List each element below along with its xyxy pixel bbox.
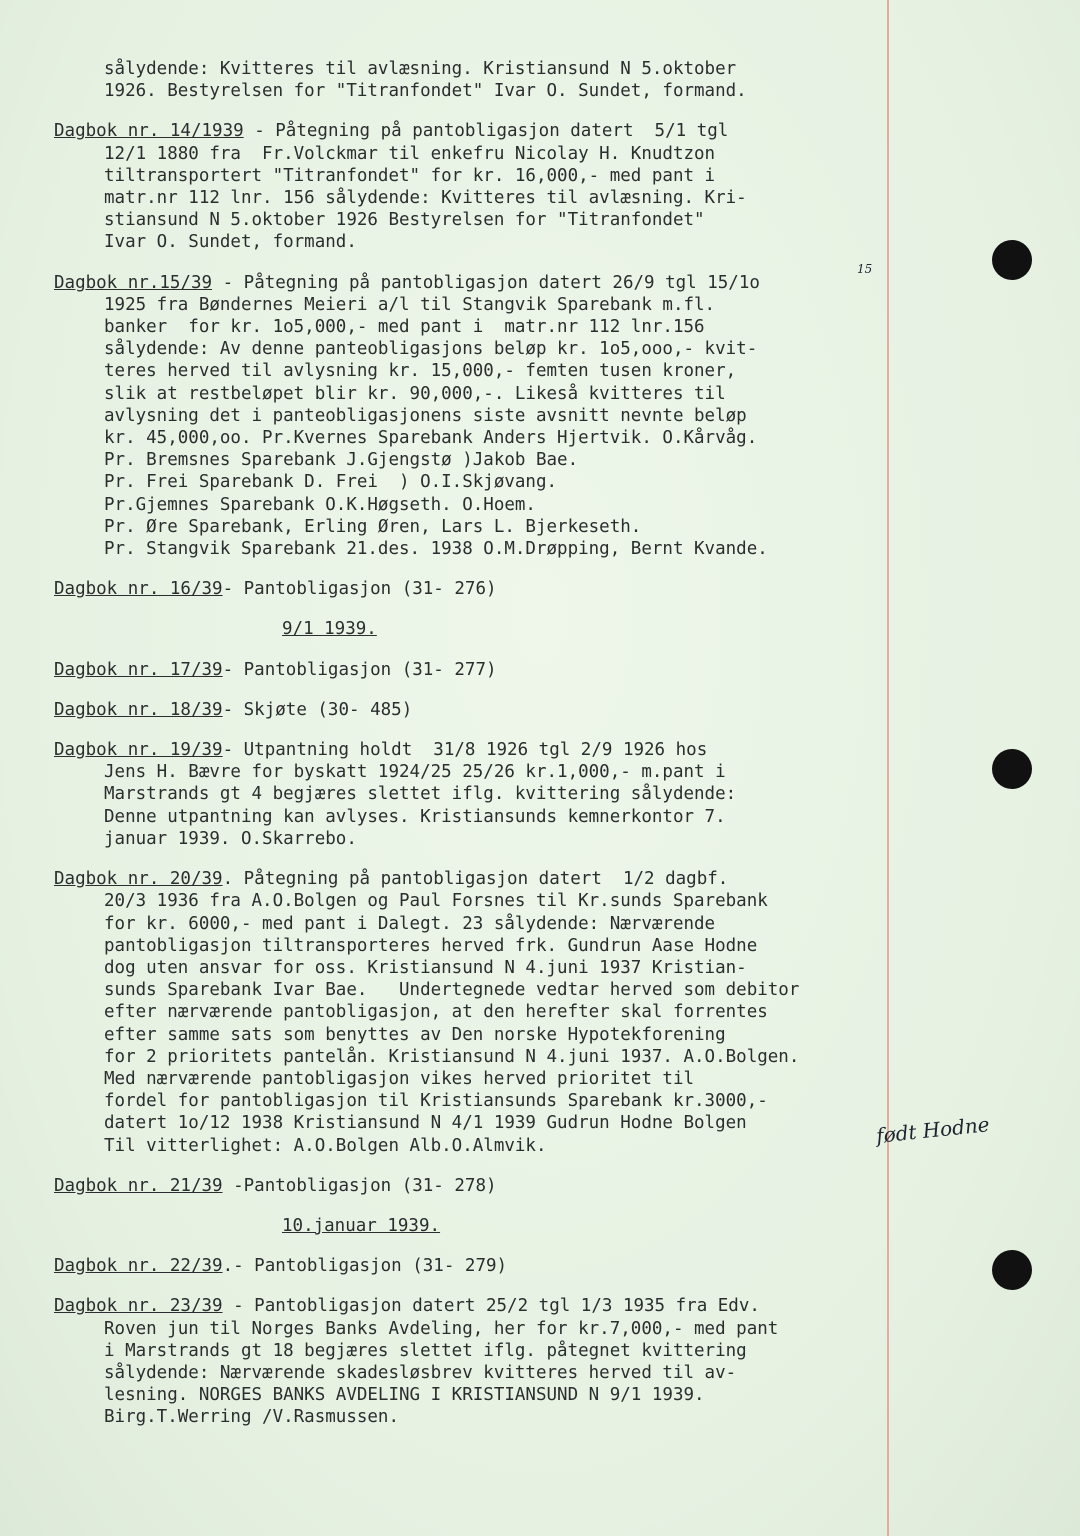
handwritten-superscript: 15 [857, 262, 873, 276]
entry-first-line [54, 739, 1064, 761]
text-line: Jens H. Bævre for byskatt 1924/25 25/26 kr.1,000,- m.pant i [104, 762, 726, 783]
entry-first-line [54, 868, 1064, 890]
entry-continuation [54, 58, 1064, 102]
entry-heading: Dagbok nr. 22/39 [54, 1256, 223, 1277]
entry-text: .- Pantobligasjon (31- 279) [222, 1256, 508, 1277]
text-line: banker for kr. 1o5,000,- med pant i matr.nr 112 lnr.156 [104, 317, 705, 338]
text-line: pantobligasjon tiltransporteres herved frk. Gundrun Aase Hodne [104, 935, 758, 956]
entry-text: - Pantobligasjon (31- 276) [222, 579, 497, 600]
text-line: Til vitterlighet: A.O.Bolgen Alb.O.Almvik. [104, 1135, 547, 1156]
entry-first-line [54, 272, 1064, 294]
entry-heading: Dagbok nr. 16/39 [54, 579, 223, 600]
text-line: sunds Sparebank Ivar Bae. Undertegnede vedtar herved som debitor [104, 980, 800, 1001]
date-heading [54, 618, 1064, 640]
text-line: Marstrands gt 4 begjæres slettet iflg. kvittering sålydende: [104, 784, 737, 805]
text-line: Denne utpantning kan avlyses. Kristiansunds kemnerkontor 7. [104, 806, 726, 827]
text-line: matr.nr 112 lnr. 156 sålydende: Kvitteres til avlæsning. Kri- [104, 188, 747, 209]
text-line: Pr. Bremsnes Sparebank J.Gjengstø )Jakob Bae. [104, 450, 579, 471]
entry-body [54, 294, 1064, 560]
entry-heading: Dagbok nr. 20/39 [54, 869, 223, 890]
entry-body [54, 143, 1064, 254]
entry-20 [54, 868, 1064, 1157]
entry-text: - Påtegning på pantobligasjon datert 5/1 tgl [243, 121, 729, 142]
entry-19 [54, 739, 1064, 850]
entry-text: - Pantobligasjon datert 25/2 tgl 1/3 1935 fra Edv. [222, 1296, 760, 1317]
entry-text: -Pantobligasjon (31- 278) [222, 1175, 497, 1196]
text-line: datert 1o/12 1938 Kristiansund N 4/1 1939 Gudrun Hodne Bolgen [104, 1113, 747, 1134]
text-line: dog uten ansvar for oss. Kristiansund N 4.juni 1937 Kristian- [104, 957, 747, 978]
entry-heading: Dagbok nr. 14/1939 [54, 121, 244, 142]
entry-text: . Påtegning på pantobligasjon datert 1/2 dagbf. [222, 869, 729, 890]
entry-body [54, 1318, 1064, 1429]
entry-18 [54, 699, 1064, 721]
text-line: 12/1 1880 fra Fr.Volckmar til enkefru Nicolay H. Knudtzon [104, 143, 716, 164]
text-line: stiansund N 5.oktober 1926 Bestyrelsen for "Titranfondet" [104, 210, 705, 231]
text-line: 1925 fra Bøndernes Meieri a/l til Stangvik Sparebank m.fl. [104, 294, 716, 315]
entry-14 [54, 120, 1064, 253]
text-line: Pr. Øre Sparebank, Erling Øren, Lars L. Bjerkeseth. [104, 516, 642, 537]
date-heading [54, 1215, 1064, 1237]
text-line: fordel for pantobligasjon til Kristiansunds Sparebank kr.3000,- [104, 1091, 768, 1112]
entry-first-line [54, 1295, 1064, 1317]
entry-17 [54, 659, 1064, 681]
text-line: efter samme sats som benyttes av Den norske Hypotekforening [104, 1024, 726, 1045]
text-line: Pr.Gjemnes Sparebank O.K.Høgseth. O.Hoem. [104, 494, 536, 515]
handwritten-signature: født Hodne [875, 1112, 991, 1148]
text-line: Birg.T.Werring /V.Rasmussen. [104, 1407, 400, 1428]
date-text: 10.januar 1939. [282, 1215, 441, 1236]
text-line: Ivar O. Sundet, formand. [104, 232, 357, 253]
entry-16 [54, 578, 1064, 600]
entry-text: - Påtegning på pantobligasjon datert 26/9 tgl 15/1o [212, 272, 760, 293]
entry-first-line [54, 120, 1064, 142]
entry-22 [54, 1255, 1064, 1277]
entry-first-line [54, 699, 1064, 721]
entry-first-line [54, 659, 1064, 681]
text-line: Pr. Frei Sparebank D. Frei ) O.I.Skjøvang. [104, 472, 558, 493]
text-line: sålydende: Nærværende skadesløsbrev kvitteres herved til av- [104, 1362, 737, 1383]
text-line: januar 1939. O.Skarrebo. [104, 828, 357, 849]
text-line: tiltransportert "Titranfondet" for kr. 16,000,- med pant i [104, 165, 716, 186]
text-line: efter nærværende pantobligasjon, at den herefter skal forrentes [104, 1002, 768, 1023]
text-line: 20/3 1936 fra A.O.Bolgen og Paul Forsnes til Kr.sunds Sparebank [104, 891, 768, 912]
entry-heading: Dagbok nr. 18/39 [54, 699, 223, 720]
text-line: for kr. 6000,- med pant i Dalegt. 23 sålydende: Nærværende [104, 913, 716, 934]
text-line: avlysning det i panteobligasjonens siste avsnitt nevnte beløp [104, 405, 747, 426]
text-line: i Marstrands gt 18 begjæres slettet iflg. påtegnet kvittering [104, 1340, 747, 1361]
entry-23 [54, 1295, 1064, 1428]
entry-first-line [54, 1175, 1064, 1197]
document-text [54, 58, 1064, 1447]
text-line: Med nærværende pantobligasjon vikes herved prioritet til [104, 1068, 695, 1089]
entry-heading: Dagbok nr. 17/39 [54, 659, 223, 680]
text-line: slik at restbeløpet blir kr. 90,000,-. Likeså kvitteres til [104, 383, 726, 404]
entry-text: - Skjøte (30- 485) [222, 699, 413, 720]
text-line: lesning. NORGES BANKS AVDELING I KRISTIANSUND N 9/1 1939. [104, 1385, 705, 1406]
entry-body [54, 761, 1064, 850]
entry-text: - Pantobligasjon (31- 277) [222, 659, 497, 680]
text-line: for 2 prioritets pantelån. Kristiansund N 4.juni 1937. A.O.Bolgen. [104, 1046, 800, 1067]
entry-body [54, 890, 1064, 1156]
text-line: sålydende: Kvitteres til avlæsning. Kristiansund N 5.oktober [104, 59, 737, 79]
entry-text: - Utpantning holdt 31/8 1926 tgl 2/9 1926 hos [222, 740, 708, 761]
text-line: Roven jun til Norges Banks Avdeling, her for kr.7,000,- med pant [104, 1318, 779, 1339]
entry-heading: Dagbok nr.15/39 [54, 272, 213, 293]
date-text: 9/1 1939. [282, 619, 377, 640]
text-line: kr. 45,000,oo. Pr.Kvernes Sparebank Anders Hjertvik. O.Kårvåg. [104, 428, 758, 449]
text-line: 1926. Bestyrelsen for "Titranfondet" Ivar O. Sundet, formand. [104, 81, 747, 102]
entry-heading: Dagbok nr. 21/39 [54, 1175, 223, 1196]
entry-15 [54, 272, 1064, 561]
entry-first-line [54, 1255, 1064, 1277]
entry-heading: Dagbok nr. 23/39 [54, 1296, 223, 1317]
entry-first-line [54, 578, 1064, 600]
entry-heading: Dagbok nr. 19/39 [54, 740, 223, 761]
text-line: sålydende: Av denne panteobligasjons beløp kr. 1o5,ooo,- kvit- [104, 339, 758, 360]
text-line: teres herved til avlysning kr. 15,000,- femten tusen kroner, [104, 361, 737, 382]
entry-21 [54, 1175, 1064, 1197]
text-line: Pr. Stangvik Sparebank 21.des. 1938 O.M.Drøpping, Bernt Kvande. [104, 539, 768, 560]
